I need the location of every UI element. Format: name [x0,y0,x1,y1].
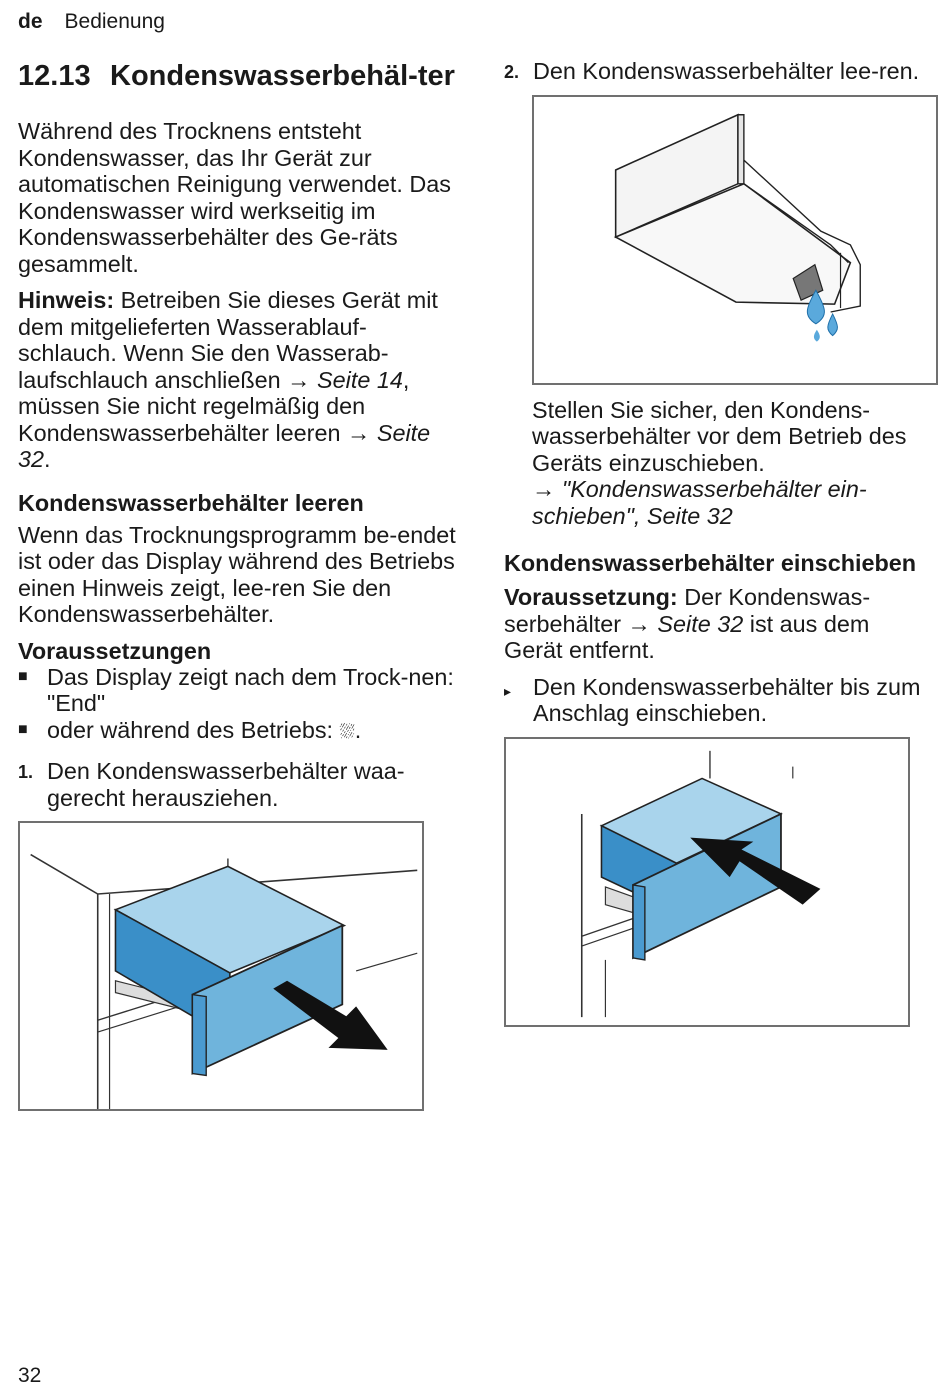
insert-step [504,674,924,727]
note-text-1: Betreiben Sie dieses Gerät mit dem mitgelieferten Wasserablauf-schlauch. Wenn Sie den Wasserab-laufschlauch anschließen [18,287,438,393]
after-text: Stellen Sie sicher, den Kondens-wasserbehälter vor dem Betrieb des Geräts einzuschieben. [532,396,907,476]
insert-prerequisite: Voraussetzung: Der Kondenswas-serbehälter → Seite 32 ist aus dem Gerät entfernt. [504,584,871,663]
step-number: 1. [18,762,34,782]
page-header [18,8,165,36]
note-text-3: . [44,446,51,472]
arrow-icon: → [287,366,311,393]
prerequisites-list [18,664,458,747]
step-1 [18,758,458,811]
after-paragraph [504,397,924,530]
illustration-insert-tank [504,737,910,1027]
pull-out-drawing [20,823,422,1109]
list-item: ■ oder während des Betriebs: ⛆. [18,716,362,743]
cross-reference-link[interactable]: "Kondenswasserbehälter ein-schieben", Seite 32 [532,476,867,529]
page-link-32[interactable]: Seite 32 [18,419,431,472]
step-number: 2. [504,62,520,82]
tank-full-icon: ⛆ [339,721,355,743]
insert-drawing [506,739,908,1025]
arrow-icon: → [627,610,651,637]
note-text-2: , müssen Sie nicht regelmäßig den Kondenswasserbehälter leeren [18,366,410,446]
illustration-empty-tank [532,95,938,385]
bullet-icon: ■ [18,720,28,738]
page-number: 32 [18,1364,42,1387]
insert-heading: Kondenswasserbehälter einschieben [504,550,917,576]
note-paragraph [18,287,458,473]
list-item: ■ Das Display zeigt nach dem Trock-nen: "End" [18,663,454,716]
section-number: 12.13 [18,60,91,92]
left-column [18,58,458,1111]
prerequisite-label: Voraussetzung: [504,584,678,610]
empty-tank-drawing [534,97,936,383]
section-title [18,58,458,94]
prerequisites-heading: Voraussetzungen [18,637,212,664]
step-text: Den Kondenswasserbehälter waa-gerecht herausziehen. [47,758,405,811]
empty-body: Wenn das Trocknungsprogramm be-endet ist oder das Display während des Betriebs einen Hinweis zeigt, lee-ren Sie den Kondenswasserbehälter. [18,521,456,627]
arrow-icon: → [346,419,371,446]
right-column [504,58,924,1027]
arrow-icon: → [532,476,556,502]
page-link-14[interactable]: Seite 14 [310,366,403,393]
language-code: de [18,10,43,33]
step-text: Den Kondenswasserbehälter bis zum Anschlag einschieben. [533,673,921,726]
illustration-pull-out-tank [18,821,424,1111]
step-2 [504,58,924,85]
page-link-32[interactable]: Seite 32 [650,610,744,637]
triangle-bullet-icon: ▸ [504,682,512,699]
empty-heading: Kondenswasserbehälter leeren [18,489,364,516]
intro-paragraph: Während des Trocknens entsteht Kondenswasser, das Ihr Gerät zur automatischen Reinigung verwendet. Das Kondenswasser wird werkseitig im Kondenswasserbehälter des Ge-räts gesammelt. [18,118,451,277]
step-text: Den Kondenswasserbehälter lee-ren. [533,58,920,84]
bullet-icon: ■ [18,667,28,685]
note-label: Hinweis: [18,287,115,313]
section-title-text: Kondenswasserbehäl-ter [110,60,455,92]
section-name: Bedienung [64,10,165,33]
